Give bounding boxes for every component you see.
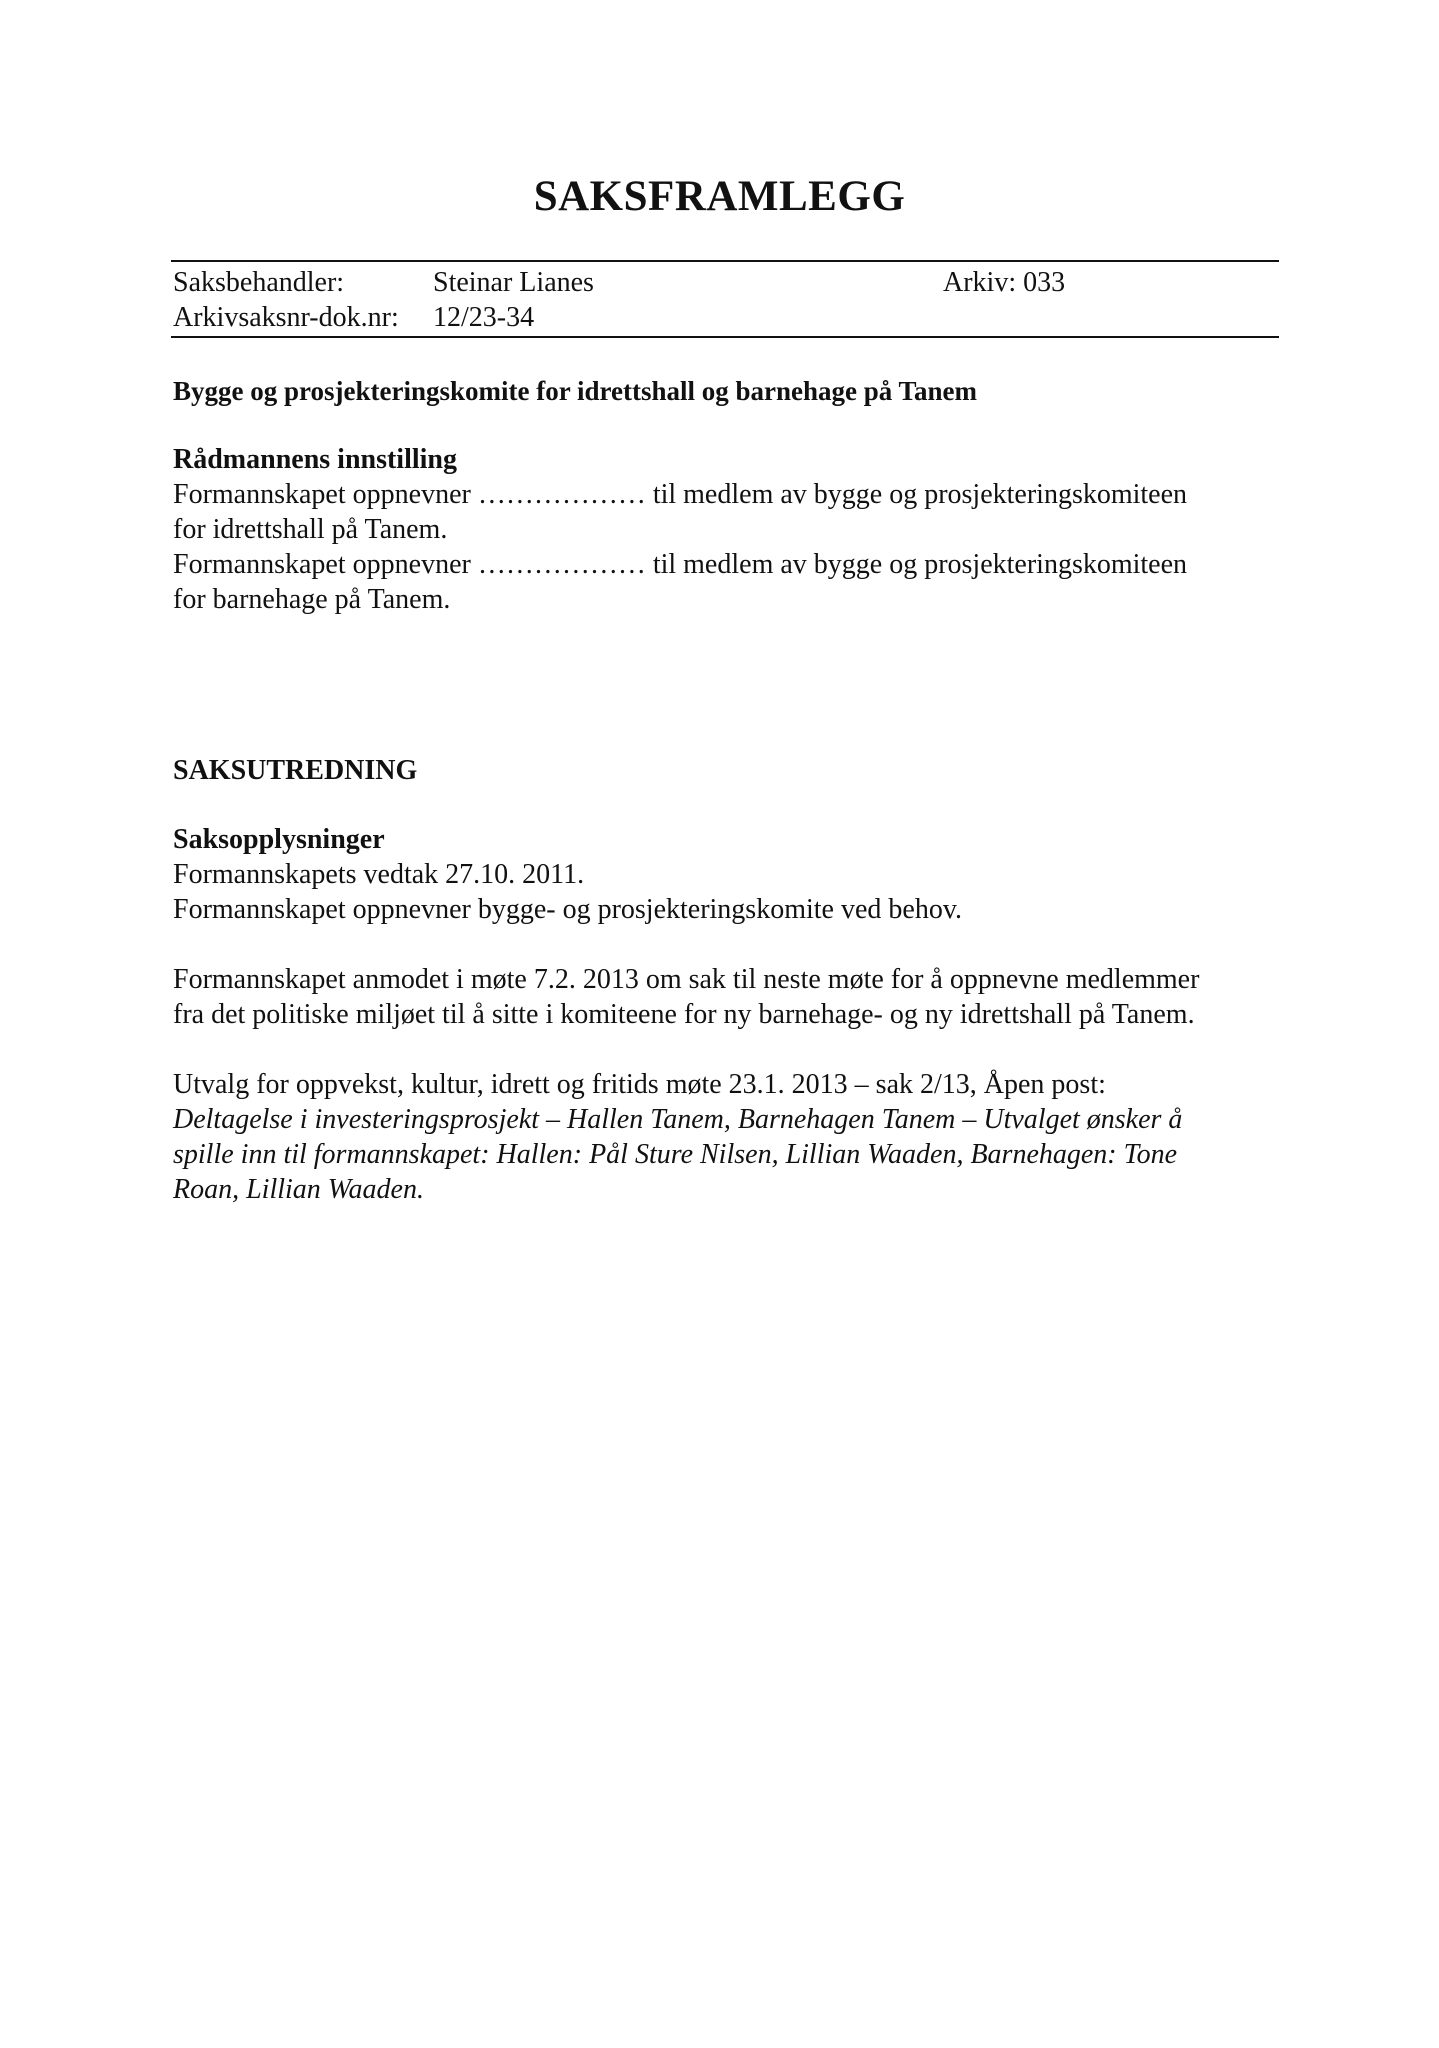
case-report-heading: SAKSUTREDNING	[173, 755, 418, 786]
paragraph-line: Utvalg for oppvekst, kultur, idrett og fritids møte 23.1. 2013 – sak 2/13, Åpen post:	[173, 1069, 1106, 1100]
recommendation-line: Formannskapet oppnevner ……………… til medlem av bygge og prosjekteringskomiteen	[173, 479, 1188, 510]
paragraph-line: Formannskapet anmodet i møte 7.2. 2013 om sak til neste møte for å oppnevne medlemmer	[173, 964, 1200, 995]
paragraph-line-italic: spille inn til formannskapet: Hallen: Pål Sture Nilsen, Lillian Waaden, Barnehagen: Tone	[173, 1139, 1178, 1170]
document-title: SAKSFRAMLEGG	[533, 173, 906, 220]
case-subject: Bygge og prosjekteringskomite for idrettshall og barnehage på Tanem	[173, 376, 978, 406]
case-metadata	[173, 265, 1273, 337]
paragraph-line: fra det politiske miljøet til å sitte i komiteene for ny barnehage- og ny idrettshall på Tanem.	[173, 999, 1195, 1030]
recommendation-line: for barnehage på Tanem.	[173, 584, 451, 615]
case-information-heading: Saksopplysninger	[173, 824, 385, 855]
case-officer-label: Saksbehandler:	[173, 267, 345, 298]
recommendation-line: for idrettshall på Tanem.	[173, 514, 448, 545]
committee-paragraph	[173, 1067, 1283, 1207]
archive-case-number-value: 12/23-34	[433, 302, 535, 333]
paragraph-line: Formannskapet oppnevner bygge- og prosjekteringskomite ved behov.	[173, 894, 963, 925]
archive-code: Arkiv: 033	[943, 267, 1066, 298]
header-rule-top	[171, 260, 1279, 262]
paragraph-line-italic: Roan, Lillian Waaden.	[173, 1174, 424, 1205]
case-information-section	[173, 822, 1283, 927]
paragraph-line-italic: Deltagelse i investeringsprosjekt – Hallen Tanem, Barnehagen Tanem – Utvalget ønsker å	[173, 1104, 1183, 1135]
recommendation-line: Formannskapet oppnevner ……………… til medlem av bygge og prosjekteringskomiteen	[173, 549, 1188, 580]
recommendation-section	[173, 442, 1283, 617]
header-rule-bottom	[171, 336, 1279, 338]
request-paragraph	[173, 962, 1283, 1032]
archive-case-number-label: Arkivsaksnr-dok.nr:	[173, 302, 399, 333]
paragraph-line: Formannskapets vedtak 27.10. 2011.	[173, 859, 585, 890]
recommendation-heading: Rådmannens innstilling	[173, 444, 457, 475]
case-officer-value: Steinar Lianes	[433, 267, 594, 298]
